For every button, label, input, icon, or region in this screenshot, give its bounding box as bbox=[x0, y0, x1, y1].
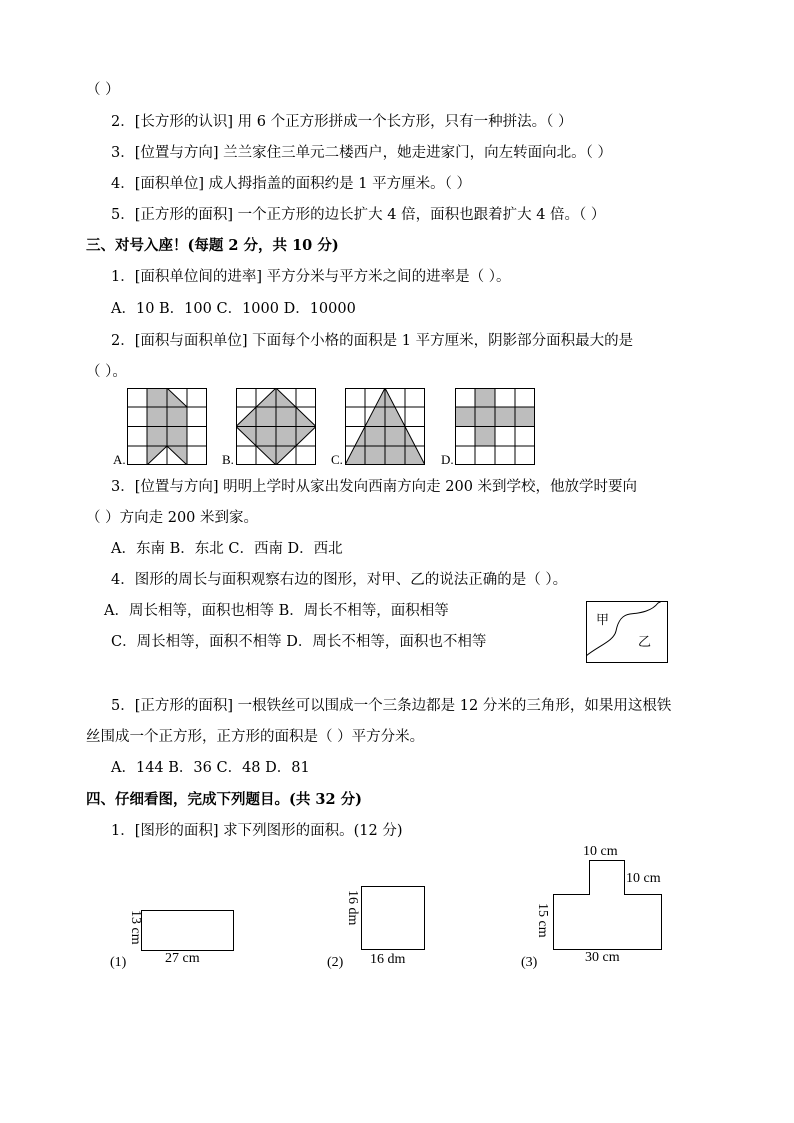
q3-1: 1．[面积单位间的进率] 平方分米与平方米之间的进率是（ ）。 bbox=[111, 269, 511, 285]
q3-3-options: A．东南 B．东北 C．西南 D．西北 bbox=[111, 541, 343, 557]
shape3-width: 30 cm bbox=[585, 950, 620, 965]
shape2-width: 16 dm bbox=[370, 952, 406, 967]
q2-5: 5．[正方形的面积] 一个正方形的边长扩大 4 倍，面积也跟着扩大 4 倍。（ ） bbox=[111, 207, 606, 223]
shape2-number: (2) bbox=[327, 955, 344, 970]
shape3-top: 10 cm bbox=[583, 844, 618, 859]
section-4-title: 四、仔细看图，完成下列题目。(共 32 分) bbox=[86, 791, 362, 808]
grid-label-c: C. bbox=[331, 452, 343, 467]
grid-option-b bbox=[236, 388, 316, 465]
shape-square bbox=[361, 886, 425, 950]
q3-2-line1: 2．[面积与面积单位] 下面每个小格的面积是 1 平方厘米，阴影部分面积最大的是 bbox=[111, 333, 634, 349]
grid-label-b: B. bbox=[222, 452, 234, 467]
grid-label-a: A. bbox=[113, 452, 126, 467]
q3-2-line2: （ ）。 bbox=[86, 364, 127, 380]
label-jia: 甲 bbox=[596, 613, 610, 628]
grid-option-d bbox=[455, 388, 535, 465]
shape2-height: 16 dm bbox=[345, 890, 360, 926]
label-yi: 乙 bbox=[638, 635, 652, 650]
q2-4: 4．[面积单位] 成人拇指盖的面积约是 1 平方厘米。（ ） bbox=[111, 176, 471, 192]
q3-3-line2: （ ）方向走 200 米到家。 bbox=[86, 510, 259, 526]
q3-1-options: A．10 B．100 C．1000 D．10000 bbox=[111, 301, 356, 317]
q3-4-options-cd: C．周长相等，面积不相等 D．周长不相等，面积也不相等 bbox=[111, 634, 487, 650]
q2-3: 3．[位置与方向] 兰兰家住三单元二楼西户，她走进家门，向左转面向北。（ ） bbox=[111, 145, 613, 161]
grid-option-c bbox=[345, 388, 425, 465]
shape3-step: 10 cm bbox=[626, 871, 661, 886]
q3-4: 4．图形的周长与面积观察右边的图形，对甲、乙的说法正确的是（ ）。 bbox=[111, 572, 568, 588]
q3-3-line1: 3．[位置与方向] 明明上学时从家出发向西南方向走 200 米到学校，他放学时要向 bbox=[111, 479, 638, 495]
grid-label-d: D. bbox=[441, 452, 454, 467]
shape1-height: 13 cm bbox=[128, 910, 143, 945]
shape1-number: (1) bbox=[110, 955, 127, 970]
q4-1: 1．[图形的面积] 求下列图形的面积。(12 分) bbox=[111, 823, 403, 839]
shape1-width: 27 cm bbox=[165, 951, 200, 966]
q3-5-options: A．144 B．36 C．48 D．81 bbox=[111, 760, 310, 776]
shape-rectangle bbox=[141, 910, 234, 951]
shape3-number: (3) bbox=[521, 955, 538, 970]
grid-option-a bbox=[127, 388, 207, 465]
section-3-title: 三、对号入座！(每题 2 分，共 10 分) bbox=[86, 237, 339, 254]
shape3-height: 15 cm bbox=[535, 903, 550, 938]
q3-5-line2: 丝围成一个正方形，正方形的面积是（ ）平方分米。 bbox=[86, 729, 425, 745]
q3-4-options-ab: A．周长相等，面积也相等 B．周长不相等，面积相等 bbox=[104, 603, 449, 619]
q3-5-line1: 5．[正方形的面积] 一根铁丝可以围成一个三条边都是 12 分米的三角形，如果用这根铁 bbox=[111, 698, 672, 714]
paren-line: （ ） bbox=[86, 82, 120, 98]
q2-2: 2．[长方形的认识] 用 6 个正方形拼成一个长方形，只有一种拼法。（ ） bbox=[111, 114, 573, 130]
figure-jia-yi bbox=[586, 601, 668, 663]
